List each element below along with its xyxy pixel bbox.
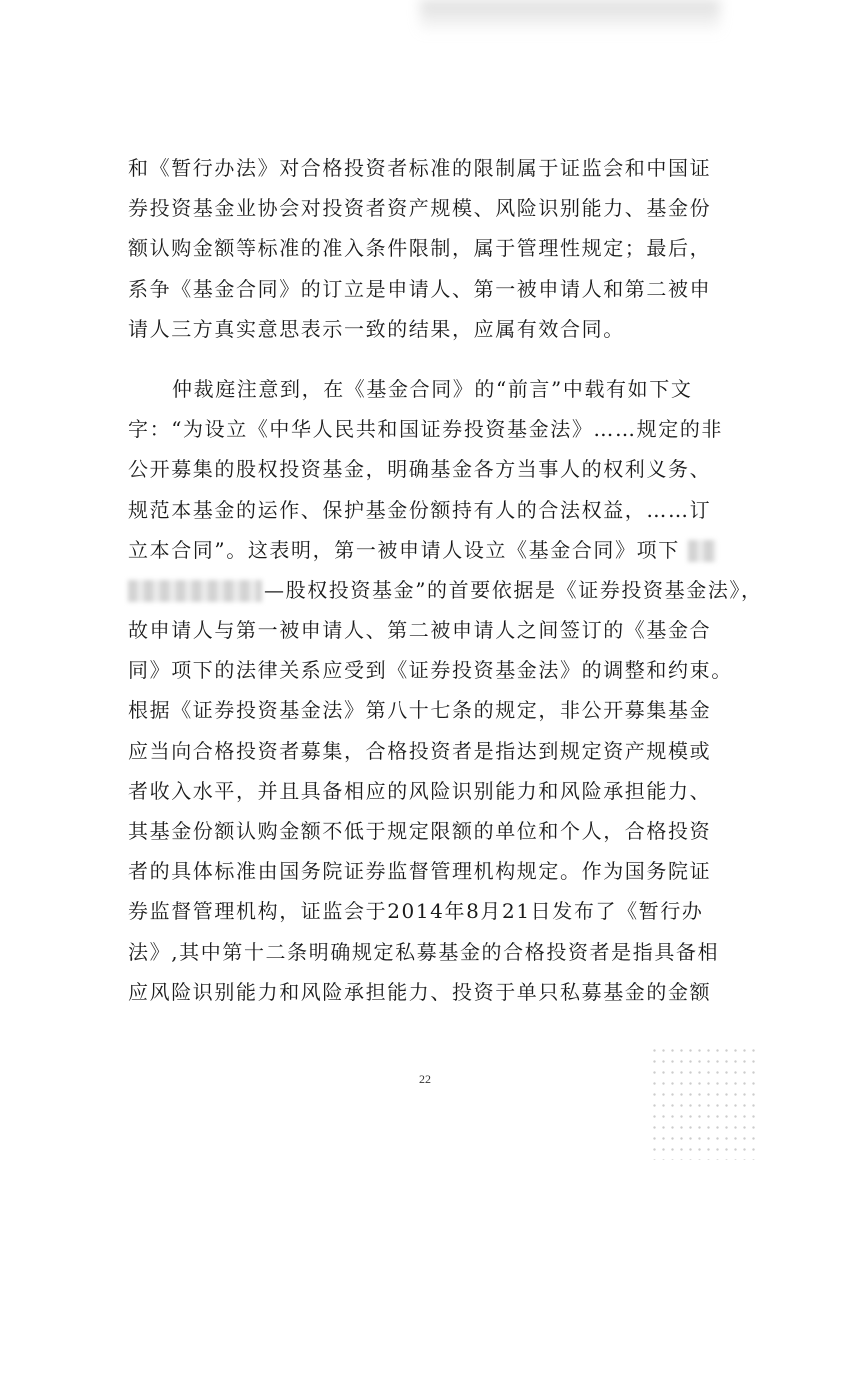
- text-line: 同》项下的法律关系应受到《证券投资基金法》的调整和约束。: [128, 658, 733, 683]
- text-line: 字：“为设立《中华人民共和国证券投资基金法》……规定的非: [128, 417, 724, 442]
- text-line: 根据《证券投资基金法》第八十七条的规定，非公开募集基金: [128, 698, 712, 723]
- text-line: 系争《基金合同》的订立是申请人、第一被申请人和第二被申: [128, 276, 712, 301]
- text-line: 应风险识别能力和风险承担能力、投资于单只私募基金的金额: [128, 979, 712, 1004]
- text-line: 额认购金额等标准的准入条件限制，属于管理性规定；最后，: [128, 236, 712, 261]
- text-line: 者的具体标准由国务院证券监督管理机构规定。作为国务院证: [128, 859, 712, 884]
- scan-noise: [650, 1045, 760, 1160]
- text-line: 者收入水平，并且具备相应的风险识别能力和风险承担能力、: [128, 778, 712, 803]
- text-line: 公开募集的股权投资基金，明确基金各方当事人的权利义务、: [128, 457, 712, 482]
- text-line: 券投资基金业协会对投资者资产规模、风险识别能力、基金份: [128, 196, 712, 221]
- text-segment: 立本合同”。这表明，第一被申请人设立《基金合同》项下: [128, 537, 680, 562]
- text-line: 应当向合格投资者募集，合格投资者是指达到规定资产规模或: [128, 738, 712, 763]
- text-line: 规范本基金的运作、保护基金份额持有人的合法权益，……订: [128, 497, 712, 522]
- text-segment: —股权投资基金”的首要依据是《证券投资基金法》，: [264, 577, 763, 602]
- text-line: 其基金份额认购金额不低于规定限额的单位和个人，合格投资: [128, 819, 712, 843]
- paragraph-gap: [128, 349, 718, 369]
- text-line: 故申请人与第一被申请人、第二被申请人之间签订的《基金合: [128, 618, 712, 643]
- redacted-text: [688, 540, 716, 562]
- scan-shadow: [420, 0, 720, 34]
- body-text: [128, 148, 763, 1012]
- redacted-text: [128, 580, 262, 602]
- text-line: 券监督管理机构，证监会于2014年8月21日发布了《暂行办: [128, 899, 704, 924]
- text-line: 仲裁庭注意到，在《基金合同》的“前言”中载有如下文: [172, 376, 693, 401]
- text-line: 和《暂行办法》对合格投资者标准的限制属于证监会和中国证: [128, 156, 712, 180]
- page-number: 22: [419, 1072, 431, 1086]
- text-line: [128, 530, 718, 570]
- text-line: [128, 570, 763, 610]
- text-line: 请人三方真实意思表示一致的结果，应属有效合同。: [128, 316, 625, 341]
- text-line: 法》,其中第十二条明确规定私募基金的合格投资者是指具备相: [128, 939, 720, 964]
